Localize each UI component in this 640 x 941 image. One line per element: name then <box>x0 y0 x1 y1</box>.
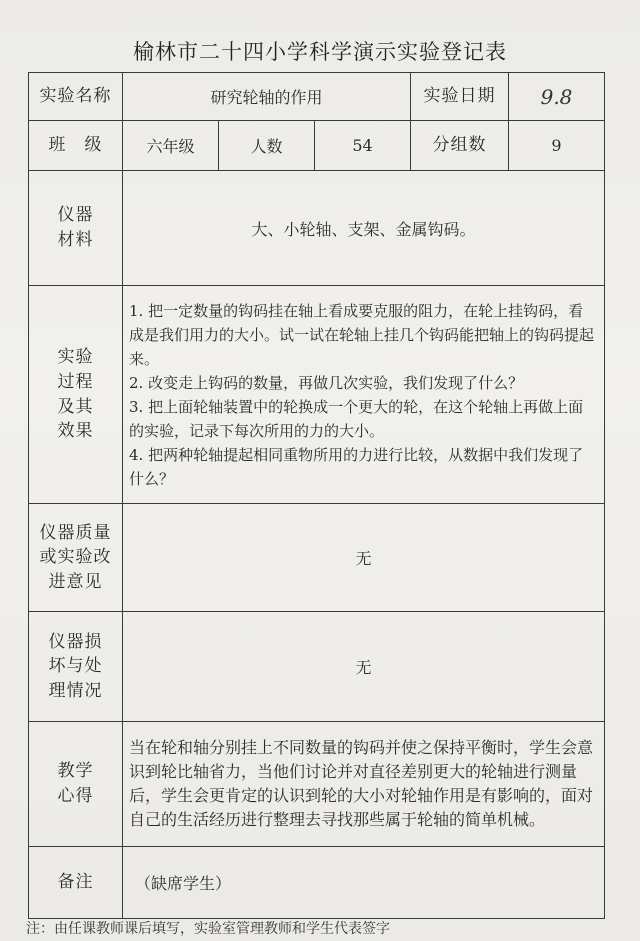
value-materials: 大、小轮轴、支架、金属钩码。 <box>123 171 605 286</box>
value-groups: 9 <box>509 121 605 171</box>
value-process <box>123 286 605 504</box>
form-title: 榆林市二十四小学科学演示实验登记表 <box>133 40 507 64</box>
label-remark: 备注 <box>29 847 123 919</box>
value-people: 54 <box>315 121 411 171</box>
process-step-2: 2. 改变走上钩码的数量，再做几次实验，我们发现了什么？ <box>129 373 524 392</box>
registration-table <box>28 72 605 919</box>
process-step-4: 4. 把两种轮轴提起相同重物所用的力进行比较，从数据中我们发现了什么？ <box>129 445 584 488</box>
value-experience: 当在轮和轴分别挂上不同数量的钩码并使之保持平衡时，学生会意识到轮比轴省力，当他们讨论并对直径差别更大的轮轴进行测量后，学生会更肯定的认识到轮的大小对轮轴作用是有影响的，面对自己的生活经历进行整理去寻找那些属于轮轴的简单机械。 <box>123 722 605 847</box>
value-class: 六年级 <box>123 121 219 171</box>
label-class: 班 级 <box>29 121 123 171</box>
value-quality: 无 <box>123 504 605 612</box>
value-damage: 无 <box>123 612 605 722</box>
label-process: 实验过程及其效果 <box>29 286 123 504</box>
value-remark: （缺席学生） <box>123 847 605 919</box>
label-experiment-name: 实验名称 <box>29 73 123 121</box>
footnote: 注：由任课教师课后填写，实验室管理教师和学生代表签字 <box>26 921 390 937</box>
label-groups: 分组数 <box>411 121 509 171</box>
process-step-3: 3. 把上面轮轴装置中的轮换成一个更大的轮，在这个轮轴上再做上面的实验，记录下每次所用的力的大小。 <box>129 397 584 440</box>
value-experiment-name: 研究轮轴的作用 <box>123 73 411 121</box>
label-experiment-date: 实验日期 <box>411 73 509 121</box>
label-quality: 仪器质量或实验改进意见 <box>29 504 123 612</box>
label-materials: 仪器材料 <box>29 171 123 286</box>
label-people: 人数 <box>219 121 315 171</box>
value-experiment-date: 9.8 <box>509 73 605 121</box>
label-experience: 教学心得 <box>29 722 123 847</box>
process-step-1: 1. 把一定数量的钩码挂在轴上看成要克服的阻力，在轮上挂钩码，看成是我们用力的大小。试一试在轮轴上挂几个钩码能把轴上的钩码提起来。 <box>129 301 595 368</box>
label-damage: 仪器损坏与处理情况 <box>29 612 123 722</box>
